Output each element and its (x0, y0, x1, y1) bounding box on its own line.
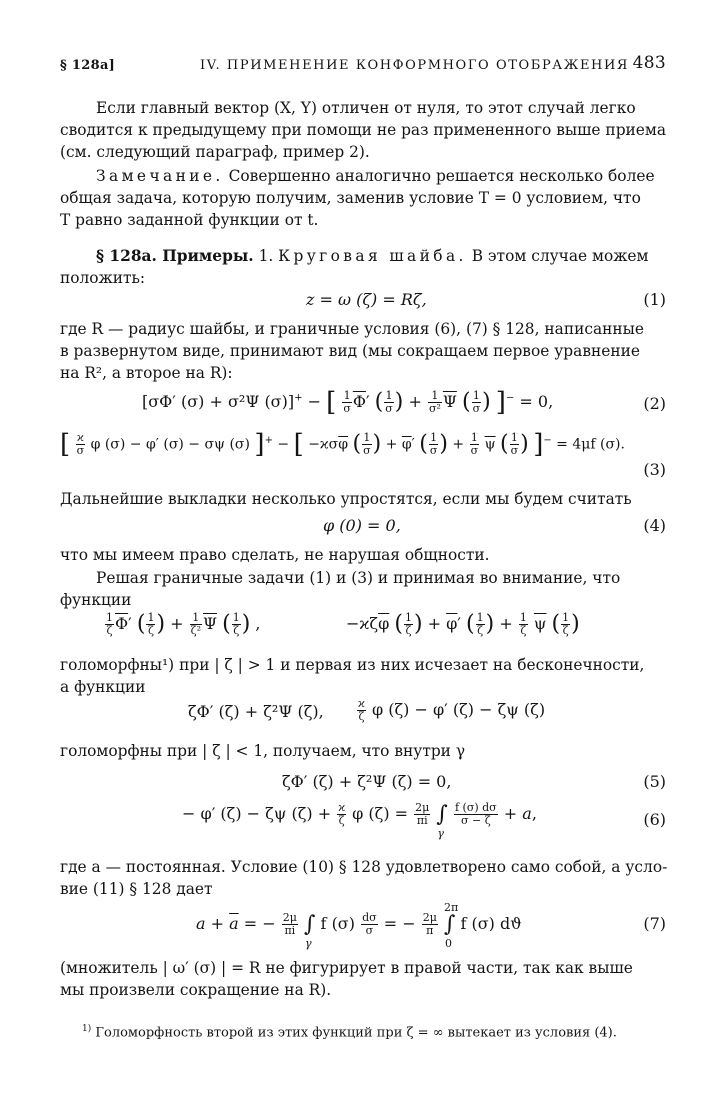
text-line: где a — постоянная. Условие (10) § 128 удовлетворено само собой, а усло- (60, 858, 668, 876)
text-line: Если главный вектор (X, Y) отличен от нуля, то этот случай легко (96, 99, 636, 117)
paragraph-simplification (60, 488, 666, 510)
paragraph-main-vector (60, 97, 666, 163)
text-line: (см. следующий параграф, пример 2). (60, 143, 370, 161)
equation-body: φ (0) = 0, (323, 516, 401, 535)
paragraph-holomorphic-outer (60, 654, 666, 698)
equation-body: $a + \overline{a}$ = − $\frac{2\mu}{\pi i}$ ∫ γ f (σ) $\frac{d\sigma}{\sigma}$ = − $\frac{2\mu}{\pi}$ ∫ 2π 0 f (σ) dϑ (196, 900, 522, 950)
paragraph-holomorphic-inner (60, 740, 666, 762)
text-line: на R², а второе на R): (60, 364, 233, 382)
equation-number: (4) (643, 516, 666, 535)
text-line: что мы имеем право сделать, не нарушая общности. (60, 546, 490, 564)
equation-6 (60, 800, 666, 846)
remark-label: Замечание. (96, 167, 224, 185)
text-line: голоморфны¹) при | ζ | > 1 и первая из них исчезает на бесконечности, (60, 656, 645, 674)
text-line: положить: (60, 269, 146, 287)
text-line (60, 245, 666, 267)
text-line: T равно заданной функции от t. (60, 211, 319, 229)
page-number: 483 (632, 53, 666, 73)
equation-body: $-ϰ\zeta\overline{\varphi}$ ( $\frac{1}{\zeta}$ ) + $\overline{\varphi}'$ ( $\frac{1}{\zeta}$ ) + $\frac{1}{\zeta}$ $\overline{\psi}$ ( $\frac{1}{\zeta}$ ) (346, 611, 580, 637)
equation-body: [σΦ′ (σ) + σ²Ψ (σ)]+ − [ $\frac{1}{\sigma}$ $\overline{\Phi}'$ ( $\frac{1}{\sigma}$ ) + $\frac{1}{\text{σ²}}$ $\overline{\Psi}$ ( $\frac{1}{\sigma}$ ) ]− = 0, (142, 387, 554, 418)
text-line-part: В этом случае можем (471, 247, 649, 265)
text-line: функции (60, 591, 132, 609)
equation-2 (60, 386, 666, 422)
text-line (60, 165, 666, 187)
equation-body: − φ′ (ζ) − ζψ (ζ) + $\frac{ϰ}{\zeta}$ φ (ζ) = $\frac{2\mu}{\pi i}$ ∫ γ $\frac{f (\sigma) d\sigma}{\sigma - \zeta}$ + a, (182, 801, 537, 840)
equation-number: (1) (643, 290, 666, 309)
text-line-part: Совершенно аналогично решается несколько более (228, 167, 655, 185)
text-line: Дальнейшие выкладки несколько упростятся, если мы будем считать (60, 490, 632, 508)
paragraph-remark (60, 165, 666, 231)
section-heading: § 128а. Примеры. (96, 247, 254, 265)
equation-3 (60, 430, 666, 484)
paragraph-condition (60, 856, 666, 900)
equation-number: (7) (643, 914, 666, 933)
footnote-marker: 1) (82, 1024, 92, 1034)
equation-body: $\frac{ϰ}{\zeta}$ φ (ζ) − φ′ (ζ) − ζψ (ζ) (358, 697, 546, 723)
paragraph-boundary-conditions (60, 318, 666, 384)
paragraph-generality (60, 544, 666, 566)
example-number: 1. (258, 247, 274, 265)
equation-body: ζΦ′ (ζ) + ζ²Ψ (ζ) = 0, (282, 772, 452, 791)
equation-1 (60, 290, 666, 312)
running-header (60, 53, 666, 78)
equation-body: [ $\frac{ϰ}{\sigma}$ φ (σ) − φ′ (σ) − σψ (σ) ]+ − [ $-ϰ\sigma\overline{\varphi}$ ( $\frac{1}{\sigma}$ ) + $\overline{\varphi}'$ ( $\frac{1}{\sigma}$ ) + $\frac{1}{\sigma}$ $\overline{\psi}$ ( $\frac{1}{\sigma}$ ) ]− = 4μf (σ). (60, 429, 625, 460)
text-line: в развернутом виде, принимают вид (мы сокращаем первое уравнение (60, 342, 640, 360)
equation-number: (2) (643, 394, 666, 413)
equation-7 (60, 900, 666, 954)
text-line: а функции (60, 678, 146, 696)
text-line: вие (11) § 128 дает (60, 880, 213, 898)
text-line: мы произвели сокращение на R). (60, 981, 332, 999)
paragraph-multiplier (60, 957, 666, 1001)
equation-number: (5) (643, 772, 666, 791)
footnote-text: Голоморфность второй из этих функций при ζ = ∞ вытекает из условия (4). (95, 1025, 617, 1041)
equation-body: z = ω (ζ) = Rζ, (306, 290, 427, 309)
equation-number: (6) (643, 810, 666, 829)
example-title: Круговая шайба. (278, 247, 467, 265)
functions-display-outer (60, 608, 666, 648)
text-line: Решая граничные задачи (1) и (3) и принимая во внимание, что (96, 569, 621, 587)
functions-display-inner (60, 698, 666, 732)
paragraph-solving (60, 567, 666, 611)
equation-body: ζΦ′ (ζ) + ζ²Ψ (ζ), (188, 702, 324, 721)
text-line: голоморфны при | ζ | < 1, получаем, что внутри γ (60, 742, 466, 760)
equation-body: $\frac{1}{\zeta}$ $\overline{\Phi}'$ ( $\frac{1}{\zeta}$ ) + $\frac{1}{\text{ζ²}}$ $\overline{\Psi}$ ( $\frac{1}{\zeta}$ ) , (106, 611, 261, 637)
text-line: где R — радиус шайбы, и граничные условия (6), (7) § 128, написанные (60, 320, 645, 338)
header-section: § 128а] (60, 58, 116, 73)
paragraph-examples-heading (60, 245, 666, 289)
equation-4 (60, 516, 666, 538)
equation-number: (3) (643, 460, 666, 479)
text-line: общая задача, которую получим, заменив условие T = 0 условием, что (60, 189, 641, 207)
header-title: IV. ПРИМЕНЕНИЕ КОНФОРМНОГО ОТОБРАЖЕНИЯ (200, 58, 630, 73)
equation-5 (60, 772, 666, 794)
footnote (60, 1020, 666, 1042)
text-line: (множитель | ω′ (σ) | = R не фигурирует в правой части, так как выше (60, 959, 633, 977)
text-line: сводится к предыдущему при помощи не раз примененного выше приема (60, 121, 667, 139)
